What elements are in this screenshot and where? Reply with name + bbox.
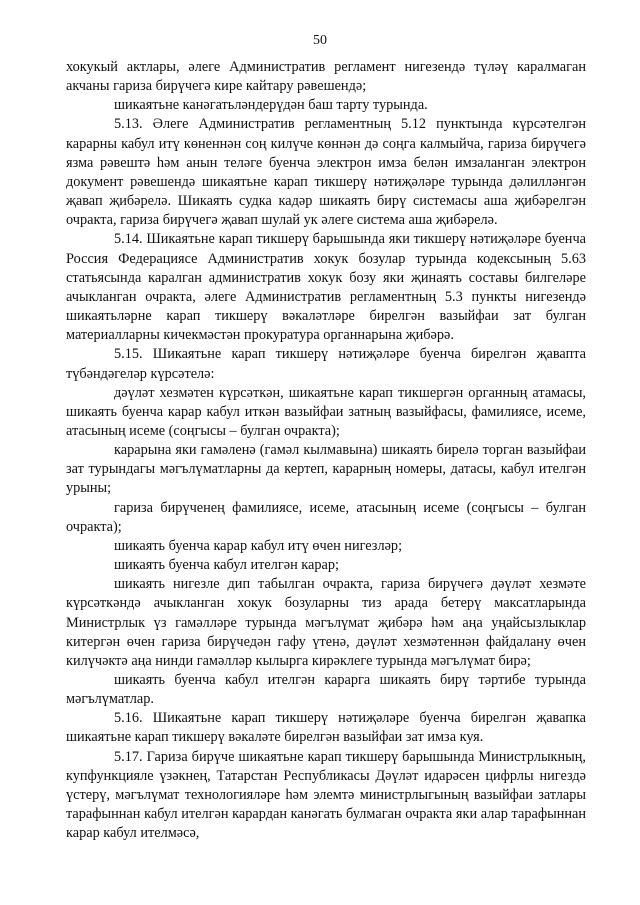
paragraph-5-14: 5.14. Шикаятьне карап тикшерү барышында яки тикшерү нәтиҗәләре буенча Россия Федерациясе Административ хокук бозулар турында кодексының 5.63 статьясында каралган административ хокук бозу яки җинаять составы билгеләре ачыкланган очракта, әлеге Административ регламентның 5.3 пункты нигезендә шикаятьләрне карап тикшерү вәкаләтләре бирелгән вазыйфаи зат булган материалларны кичекмәстән прокуратура органнарына җибәрә.: [66, 231, 586, 344]
list-item-decision-details: карарына яки гамәленә (гамәл кылмавына) шикаять бирелә торган вазыйфаи зат турындагы мәгълүматларны да кертеп, карарның номеры, датасы, кабул ителгән урыны;: [66, 442, 586, 497]
paragraph-refusal-decision: шикаятьне канәгатьләндерүдән баш тарту турында.: [114, 97, 428, 114]
paragraph-continuation: хокукый актлары, әлеге Административ регламент нигезендә түләү каралмаган акчаны гариза бирүчегә кире кайтару рәвешендә;: [66, 59, 586, 95]
list-item-remedy: шикаять нигезле дип табылган очракта, гариза бирүчегә дәүләт хезмәте күрсәткәндә ачыкланган хокук бозуларны тиз арада бетерү максатларында Министрлык үз гамәлләре турында мәгълүмат җибәрә һәм аңа уңайсызлыклар китергән өчен гариза бирүчедән гафу үтенә, дәүләт хезмәтеннән файдалану өчен килүчәктә аңа нинди гамәлләр кылырга кирәклеге турында мәгълүмат бирә;: [66, 576, 586, 669]
document-body: [66, 58, 586, 843]
list-item-appeal-procedure: шикаять буенча кабул ителгән карарга шикаять бирү тәртибе турында мәгълүматлар.: [66, 672, 586, 708]
paragraph-5-13: 5.13. Әлеге Административ регламентның 5.12 пунктында күрсәтелгән карарны кабул итү көненнән соң килүче көннән дә соңга калмыйча, гариза бирүчегә язма рәвештә һәм анын теләге буенча электрон имза белән имзаланган электрон документ рәвешендә шикаятьне карап тикшерү нәтиҗәләре турында дәлилләнгән җавап җибәрелә. Шикаять судка кадәр шикаять бирү системасы аша җибәрелгән очракта, гариза бирүчегә җавап шулай ук әлеге система аша җибәрелә.: [66, 116, 586, 229]
list-item-applicant-name: гариза бирүченең фамилиясе, исеме, атасының исеме (соңгысы – булган очракта);: [66, 499, 586, 535]
list-item-authority: дәүләт хезмәтен күрсәткән, шикаятьне карап тикшергән органның атамасы, шикаять буенча карар кабул иткән вазыйфаи затның вазыйфасы, фамилиясе, исеме, атасының исеме (соңгысы – булган очракта);: [66, 384, 586, 439]
paragraph-5-17: 5.17. Гариза бирүче шикаятьне карап тикшерү барышында Министрлыкның, купфункцияле үзәкнең, Татарстан Республикасы Дәүләт идарәсен цифрлы нигездә үстерү, мәгълүмат технологияләре һәм элемтә министрлыгының вазыйфаи затлары тарафыннан кабул ителгән карардан канәгать булмаган очракта яки алар тарафыннан карар кабул ителмәсә,: [66, 748, 586, 842]
paragraph-5-15: 5.15. Шикаятьне карап тикшерү нәтиҗәләре буенча бирелгән җавапта түбәндәгеләр күрсәтелә:: [66, 346, 586, 382]
list-item-decision: шикаять буенча кабул ителгән карар;: [114, 557, 339, 574]
paragraph-5-16: 5.16. Шикаятьне карап тикшерү нәтиҗәләре буенча бирелгән җавапка шикаятьне карап тикшерү вәкаләте бирелгән вазыйфаи зат имза куя.: [66, 710, 586, 746]
page-number: 50: [313, 33, 327, 48]
list-item-grounds: шикаять буенча карар кабул итү өчен нигезләр;: [114, 537, 403, 554]
